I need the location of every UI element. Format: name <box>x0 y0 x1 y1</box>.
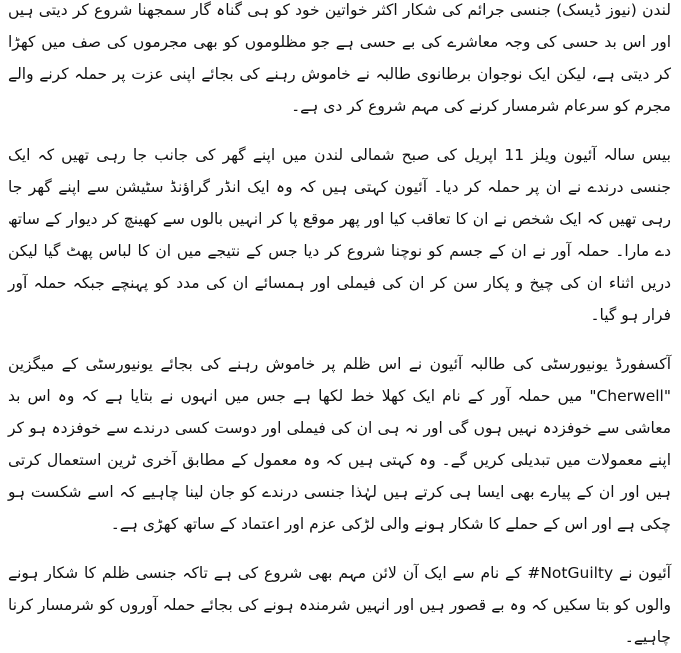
paragraph-campaign: آئیون نے NotGuilty# کے نام سے ایک آن لائن مہم بھی شروع کی ہے تاکہ جنسی ظلم کا شکار ہونے والوں کو بتا سکیں کہ وہ بے قصور ہیں اور انہیں شرمندہ ہونے کی بجائے حملہ آوروں کو شرمسار کرنا چاہیے۔ <box>8 564 671 646</box>
paragraph-open-letter: آکسفورڈ یونیورسٹی کی طالبہ آئیون نے اس ظلم پر خاموش رہنے کی بجائے یونیورسٹی کے میگزین "Cherwell" میں حملہ آور کے نام ایک کھلا خط لکھا ہے جس میں انہوں نے بتایا ہے کہ وہ اس بد معاشی سے خوفزدہ نہیں ہوں گی اور نہ ہی ان کی فیملی اور دوست کسی درندے سے خوفزدہ ہو کر اپنے معمولات میں تبدیلی کریں گے۔ وہ کہتی ہیں کہ وہ معمول کے مطابق آخری ٹرین استعمال کرتی ہیں اور ان کے پیارے بھی ایسا ہی کرتے ہیں لہٰذا جنسی درندے کو جان لینا چاہیے کہ اسے شکست ہو چکی ہے اور اس کے حملے کا شکار ہونے والی لڑکی عزم اور اعتماد کے ساتھ کھڑی ہے۔ <box>8 355 671 533</box>
paragraph-intro: لندن (نیوز ڈیسک) جنسی جرائم کی شکار اکثر خواتین خود کو ہی گناہ گار سمجھنا شروع کر دیتی ہیں اور اس بد حسی کی وجہ معاشرے کی بے حسی ہے جو مظلوموں کو بھی مجرموں کی صف میں کھڑا کر دیتی ہے، لیکن ایک نوجوان برطانوی طالبہ نے خاموش رہنے کی بجائے اپنی عزت پر حملہ کرنے والے مجرم کو سرعام شرمسار کرنے کی مہم شروع کر دی ہے۔ <box>8 1 671 115</box>
paragraph-attack-account: بیس سالہ آئیون ویلز 11 اپریل کی صبح شمالی لندن میں اپنے گھر کی جانب جا رہی تھیں کہ ایک جنسی درندے نے ان پر حملہ کر دیا۔ آئیون کہتی ہیں کہ وہ ایک انڈر گراؤنڈ سٹیشن سے اپنے گھر جا رہی تھیں کہ ایک شخص نے ان کا تعاقب کیا اور پھر موقع پا کر انہیں بالوں سے کھینچ کر دیوار کے ساتھ دے مارا۔ حملہ آور نے ان کے جسم کو نوچنا شروع کر دیا جس کے نتیجے میں ان کا لباس پھٹ گیا لیکن دریں اثناء ان کی چیخ و پکار سن کر ان کی فیملی اور ہمسائے ان کی مدد کو پہنچے جبکہ حملہ آور فرار ہو گیا۔ <box>8 146 671 324</box>
